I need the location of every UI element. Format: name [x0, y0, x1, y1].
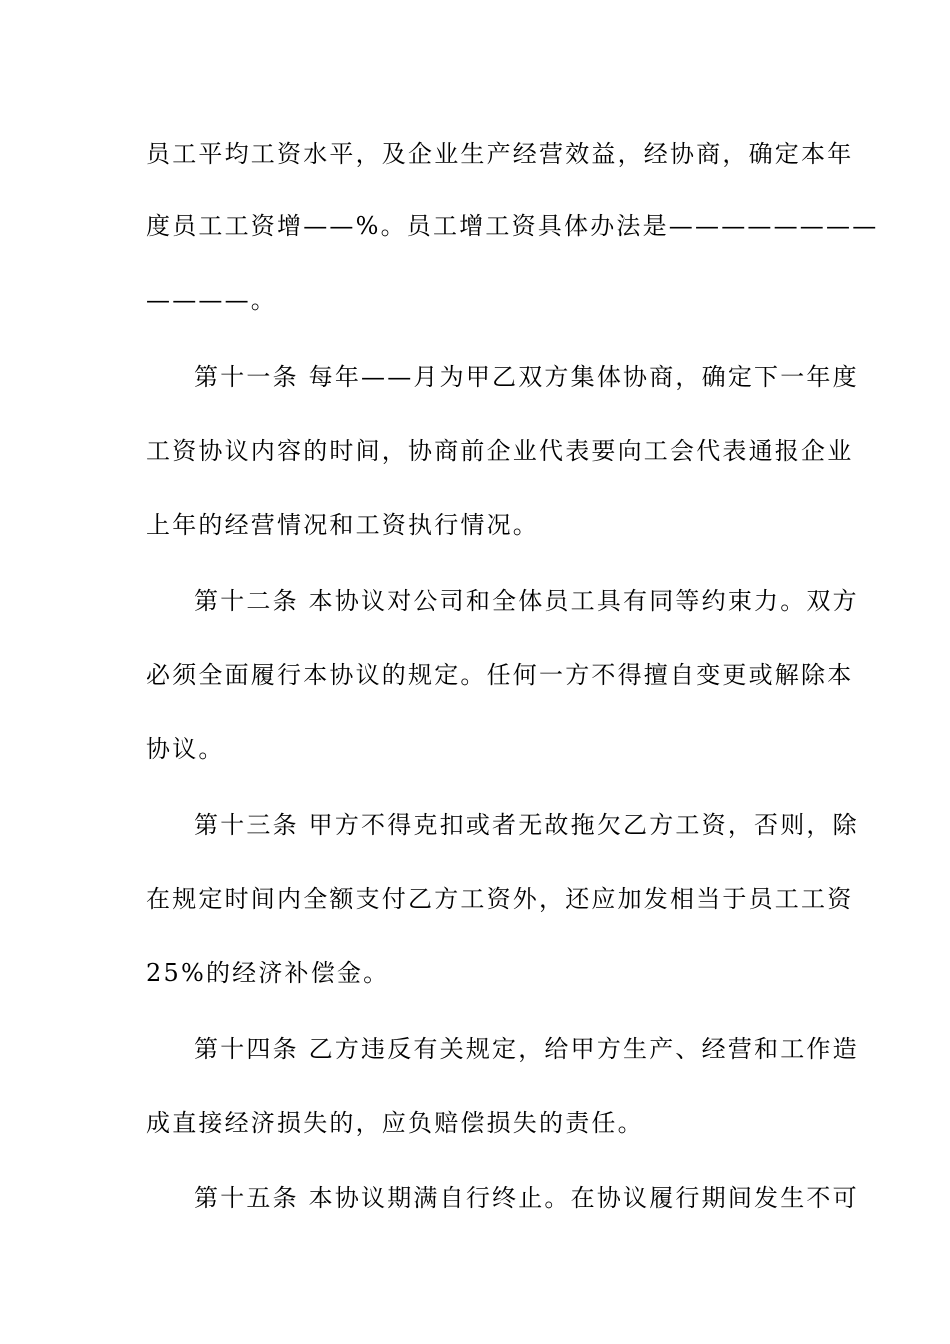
text-line: 员工平均工资水平，及企业生产经营效益，经协商，确定本年: [146, 140, 854, 168]
article-15-line: 第十五条 本协议期满自行终止。在协议履行期间发生不可: [194, 1184, 859, 1212]
article-12-line: 第十二条 本协议对公司和全体员工具有同等约束力。双方: [194, 587, 859, 615]
text-line: 在规定时间内全额支付乙方工资外，还应加发相当于员工工资: [146, 885, 854, 913]
text-line: 度员工工资增——%。员工增工资具体办法是————————: [146, 212, 879, 240]
article-13-line: 第十三条 甲方不得克扣或者无故拖欠乙方工资，否则，除: [194, 811, 859, 839]
article-14-line: 第十四条 乙方违反有关规定，给甲方生产、经营和工作造: [194, 1035, 859, 1063]
text-line: 必须全面履行本协议的规定。任何一方不得擅自变更或解除本: [146, 661, 854, 689]
text-line: 工资协议内容的时间，协商前企业代表要向工会代表通报企业: [146, 437, 854, 465]
text-line: ————。: [146, 286, 277, 314]
text-line: 上年的经营情况和工资执行情况。: [146, 511, 539, 539]
text-line: 25%的经济补偿金。: [146, 959, 390, 987]
article-11-line: 第十一条 每年——月为甲乙双方集体协商，确定下一年度: [194, 363, 859, 391]
text-line: 成直接经济损失的，应负赔偿损失的责任。: [146, 1109, 644, 1137]
text-line: 协议。: [146, 735, 225, 763]
